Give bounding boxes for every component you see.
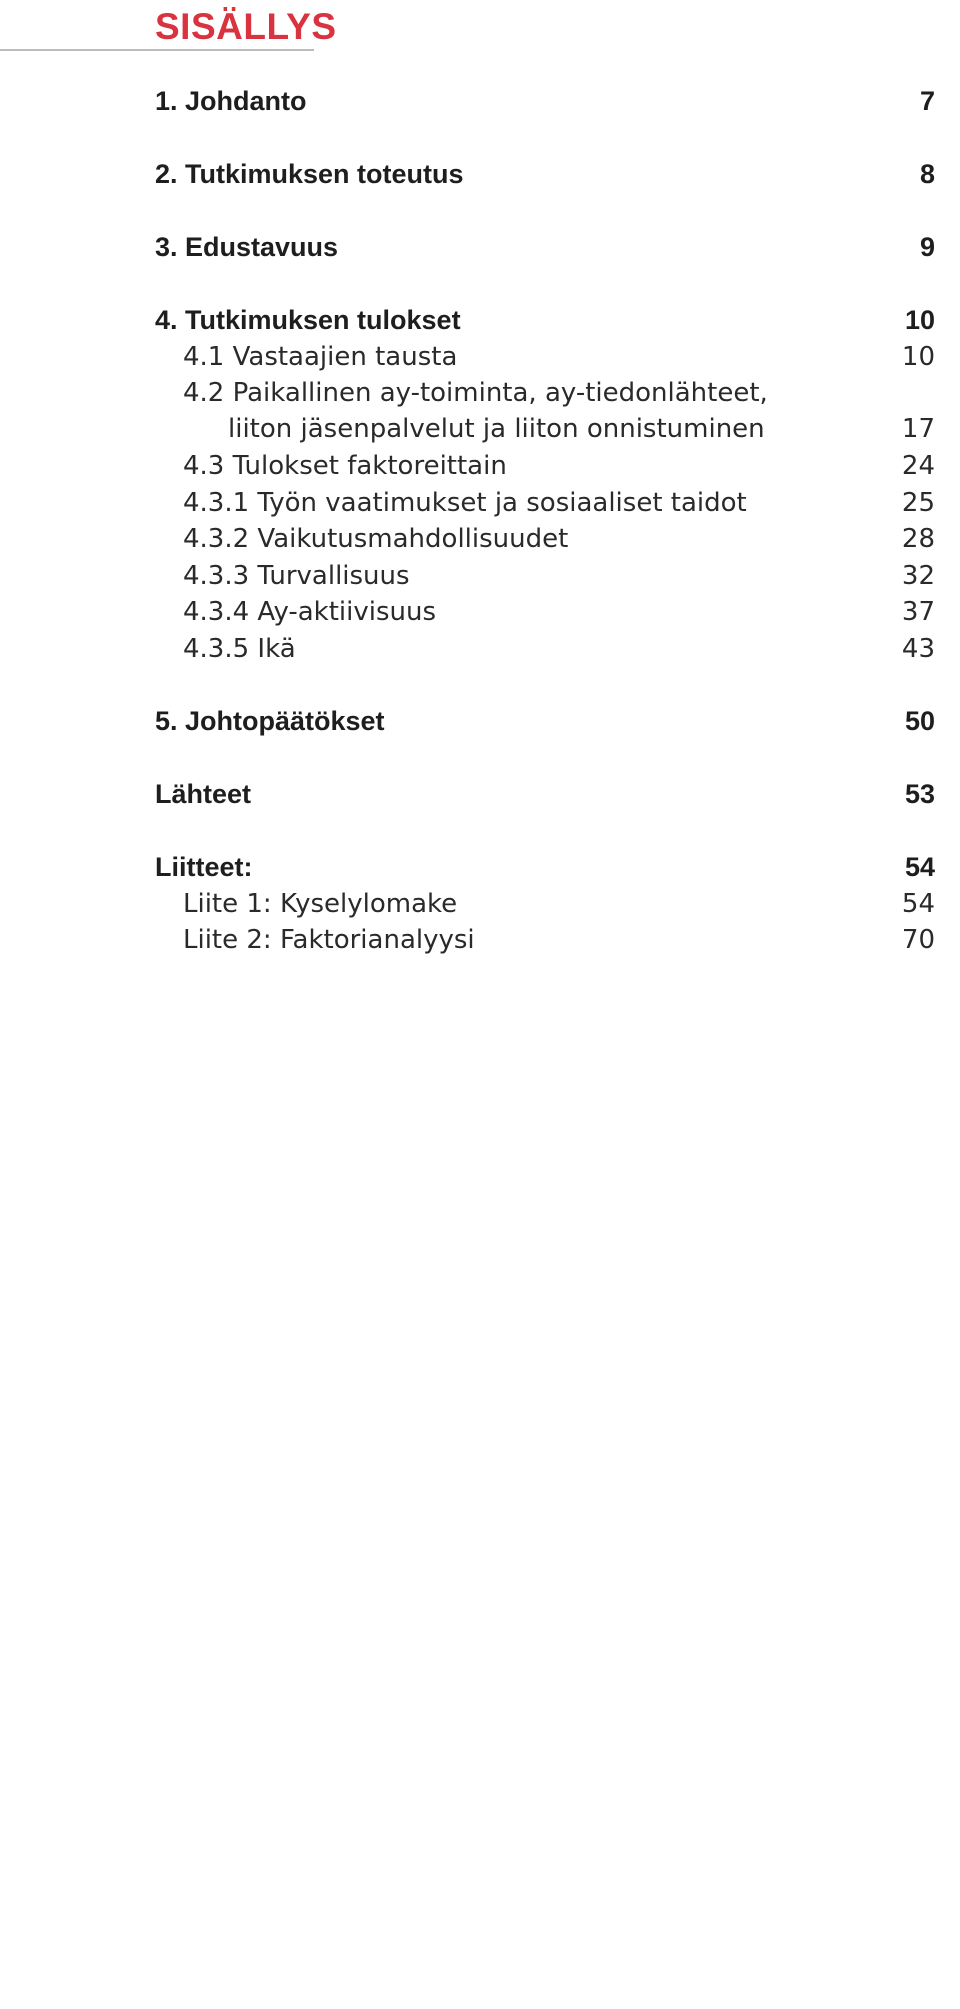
toc-entry-label: 4. Tutkimuksen tulokset — [155, 305, 461, 335]
toc-page-number: 28 — [901, 524, 935, 554]
toc-page-number: 8 — [919, 159, 935, 189]
toc-entry-liite-1[interactable] — [155, 889, 935, 919]
toc-page-number: 37 — [901, 597, 935, 627]
toc-entry-johtopaatokset[interactable] — [155, 706, 935, 737]
toc-entry-label: 4.3 Tulokset faktoreittain — [183, 451, 507, 481]
toc-entry-label: 4.3.3 Turvallisuus — [183, 561, 410, 591]
header-divider — [0, 49, 314, 51]
toc-entry-label: Liite 2: Faktorianalyysi — [183, 925, 475, 955]
toc-entry-ay-aktiivisuus[interactable] — [155, 597, 935, 627]
toc-entry-label: 4.3.2 Vaikutusmahdollisuudet — [183, 524, 569, 554]
toc-page-number: 32 — [901, 561, 935, 591]
toc-page-number: 17 — [901, 414, 935, 444]
toc-entry-label: 1. Johdanto — [155, 86, 307, 116]
toc-entry-tutkimuksen-tulokset[interactable] — [155, 305, 935, 336]
page-title: SISÄLLYS — [155, 6, 337, 47]
toc-entry-tulokset-faktoreittain[interactable] — [155, 451, 935, 481]
toc-page-number: 7 — [919, 86, 935, 116]
toc-entry-liitteet[interactable] — [155, 852, 935, 883]
toc-entry-turvallisuus[interactable] — [155, 561, 935, 591]
toc-page-number: 9 — [919, 232, 935, 262]
toc-page-number: 54 — [901, 889, 935, 919]
toc-page-number: 25 — [901, 488, 935, 518]
toc-entry-johdanto[interactable] — [155, 86, 935, 117]
toc-entry-paikallinen-ay-toiminta-cont[interactable] — [155, 414, 935, 444]
toc-page-number: 10 — [901, 342, 935, 372]
toc-entry-label: liiton jäsenpalvelut ja liiton onnistuminen — [228, 414, 765, 444]
toc-entry-label: 5. Johtopäätökset — [155, 706, 385, 736]
toc-entry-vaikutusmahdollisuudet[interactable] — [155, 524, 935, 554]
toc-entry-vastaajien-tausta[interactable] — [155, 342, 935, 372]
toc-entry-label: Liitteet: — [155, 852, 253, 882]
toc-entry-liite-2[interactable] — [155, 925, 935, 955]
toc-entry-label: 3. Edustavuus — [155, 232, 339, 262]
toc-entry-edustavuus[interactable] — [155, 232, 935, 263]
toc-entry-label: 4.3.1 Työn vaatimukset ja sosiaaliset taidot — [183, 488, 747, 518]
toc-page-number: 10 — [904, 305, 935, 335]
toc-entry-paikallinen-ay-toiminta[interactable] — [155, 378, 935, 408]
toc-entry-lahteet[interactable] — [155, 779, 935, 810]
toc-entry-tutkimuksen-toteutus[interactable] — [155, 159, 935, 190]
toc-page-number: 50 — [904, 706, 935, 736]
toc-entry-label: 4.3.5 Ikä — [183, 634, 296, 664]
toc-entry-label: Lähteet — [155, 779, 252, 809]
toc-entry-ika[interactable] — [155, 634, 935, 664]
toc-entry-label: 4.3.4 Ay-aktiivisuus — [183, 597, 437, 627]
toc-entry-label: 4.2 Paikallinen ay-toiminta, ay-tiedonlähteet, — [183, 378, 768, 408]
toc-entry-label: Liite 1: Kyselylomake — [183, 889, 458, 919]
toc-page-number: 70 — [901, 925, 935, 955]
toc-entry-label: 2. Tutkimuksen toteutus — [155, 159, 464, 189]
toc-page-number: 24 — [901, 451, 935, 481]
toc-entry-label: 4.1 Vastaajien tausta — [183, 342, 458, 372]
toc-page-number: 54 — [904, 852, 935, 882]
toc-page-number: 43 — [901, 634, 935, 664]
toc-page-number: 53 — [904, 779, 935, 809]
toc-entry-tyon-vaatimukset[interactable] — [155, 488, 935, 518]
